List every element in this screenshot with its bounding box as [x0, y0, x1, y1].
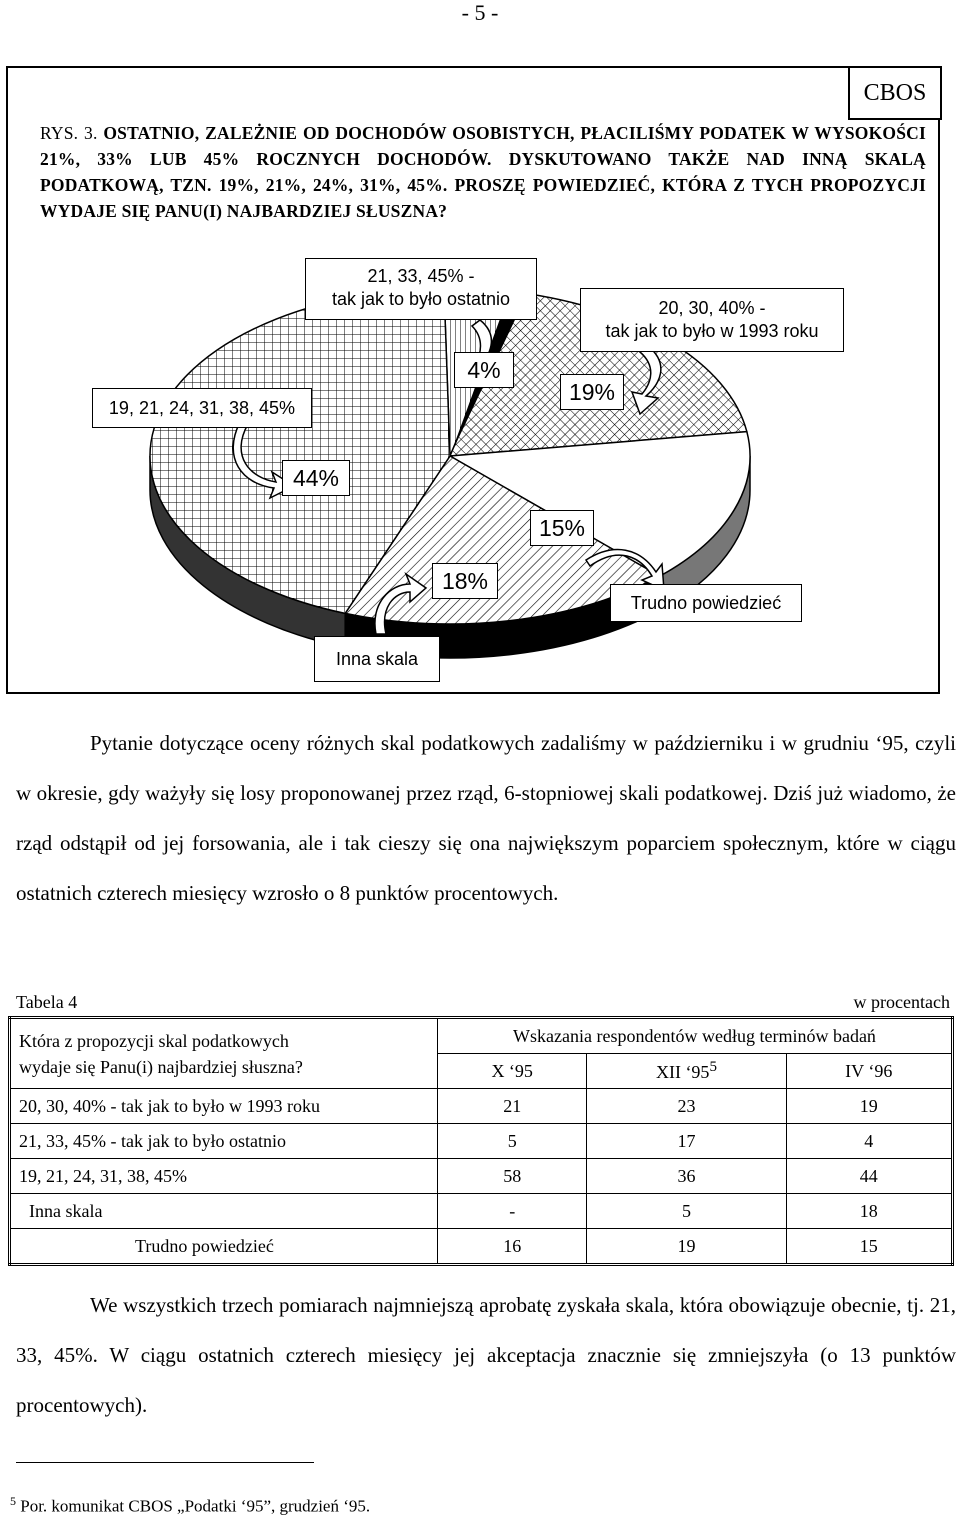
table-row-label: 19, 21, 24, 31, 38, 45% — [10, 1159, 438, 1194]
slice-category-label: 20, 30, 40% - tak jak to było w 1993 roku — [580, 288, 844, 352]
body-paragraph: Pytanie dotyczące oceny różnych skal podatkowych zadaliśmy w październiku i w grudniu ‘95, czyli w okresie, gdy ważyły się losy proponowanej przez rząd, 6-stopniowej skali podatkowej. Dziś już wiadomo, że rząd odstąpił od jej forsowania, ale i tak cieszy się ona największym poparciem społecznym, które w ciągu ostatnich czterech miesięcy wzrosło o 8 punktów procentowych. — [16, 731, 956, 905]
table-cell: 16 — [438, 1229, 587, 1265]
table-row — [10, 1124, 953, 1159]
table-row-label: 21, 33, 45% - tak jak to było ostatnio — [10, 1124, 438, 1159]
table-cell: 21 — [438, 1089, 587, 1124]
table-cell: 44 — [786, 1159, 952, 1194]
table-unit: w procentach — [853, 992, 950, 1012]
table-cell: 17 — [587, 1124, 786, 1159]
table-cell: 15 — [786, 1229, 952, 1265]
table-row-label: 20, 30, 40% - tak jak to było w 1993 roku — [10, 1089, 438, 1124]
table-column-header: X ‘95 — [438, 1054, 587, 1089]
table-cell: 19 — [587, 1229, 786, 1265]
table-row-label: Trudno powiedzieć — [10, 1229, 438, 1265]
table-cell: 18 — [786, 1194, 952, 1229]
body-paragraph: We wszystkich trzech pomiarach najmniejszą aprobatę zyskała skala, która obowiązuje obecnie, tj. 21, 33, 45%. W ciągu ostatnich czterech miesięcy jej akceptacja znacznie się zmniejszyła (o 13 punktów procentowych). — [16, 1293, 956, 1417]
table-row-label: Inna skala — [10, 1194, 438, 1229]
slice-category-label: Inna skala — [314, 636, 440, 682]
table-row — [10, 1194, 953, 1229]
table-cell: 36 — [587, 1159, 786, 1194]
slice-value-label: 19% — [560, 374, 624, 410]
table-cell: 19 — [786, 1089, 952, 1124]
source-label: CBOS — [848, 66, 942, 120]
slice-category-label: 19, 21, 24, 31, 38, 45% — [92, 388, 312, 428]
slice-value-label: 15% — [530, 510, 594, 546]
figure-title — [40, 120, 926, 224]
table-caption: Tabela 4 — [16, 992, 78, 1012]
slice-category-label: 21, 33, 45% - tak jak to było ostatnio — [305, 258, 537, 320]
figure-number: RYS. 3. — [40, 123, 98, 143]
slice-category-label: Trudno powiedzieć — [610, 584, 802, 622]
footnote-divider — [16, 1462, 314, 1463]
footnote-ref: 5 — [709, 1059, 717, 1075]
table-row — [10, 1159, 953, 1194]
table-cell: 4 — [786, 1124, 952, 1159]
figure-question: OSTATNIO, ZALEŻNIE OD DOCHODÓW OSOBISTYCH, PŁACILIŚMY PODATEK W WYSOKOŚCI 21%, 33% LUB 45% ROCZNYCH DOCHODÓW. DYSKUTOWANO TAKŻE NAD INNĄ SKALĄ PODATKOWĄ, TZN. 19%, 21%, 24%, 31%, 45%. PROSZĘ POWIEDZIEĆ, KTÓRA Z TYCH PROPOZYCJI WYDAJE SIĘ PANU(I) NAJBARDZIEJ SŁUSZNA? — [40, 123, 926, 221]
table-header-row — [10, 1018, 953, 1054]
slice-value-label: 44% — [282, 460, 350, 496]
slice-value-label: 4% — [454, 352, 514, 388]
slice-value-label: 18% — [432, 563, 498, 599]
table-row — [10, 1089, 953, 1124]
table-group-header: Wskazania respondentów według terminów badań — [438, 1018, 953, 1054]
table-cell: 5 — [587, 1194, 786, 1229]
table-cell: 23 — [587, 1089, 786, 1124]
footnote: $^5$ Por. komunikat CBOS „Podatki ‘95”, grudzień ‘95. — [10, 1494, 371, 1516]
table-row — [10, 1229, 953, 1265]
data-table — [8, 1016, 954, 1266]
table-cell: - — [438, 1194, 587, 1229]
table-column-header: XII ‘$95^5$ — [587, 1054, 786, 1089]
table-cell: 5 — [438, 1124, 587, 1159]
table-question-header: Która z propozycji skal podatkowych wydaje się Panu(i) najbardziej słuszna? — [10, 1018, 438, 1089]
table-column-header: IV ‘96 — [786, 1054, 952, 1089]
table-cell: 58 — [438, 1159, 587, 1194]
page-number: - 5 - — [461, 0, 499, 25]
